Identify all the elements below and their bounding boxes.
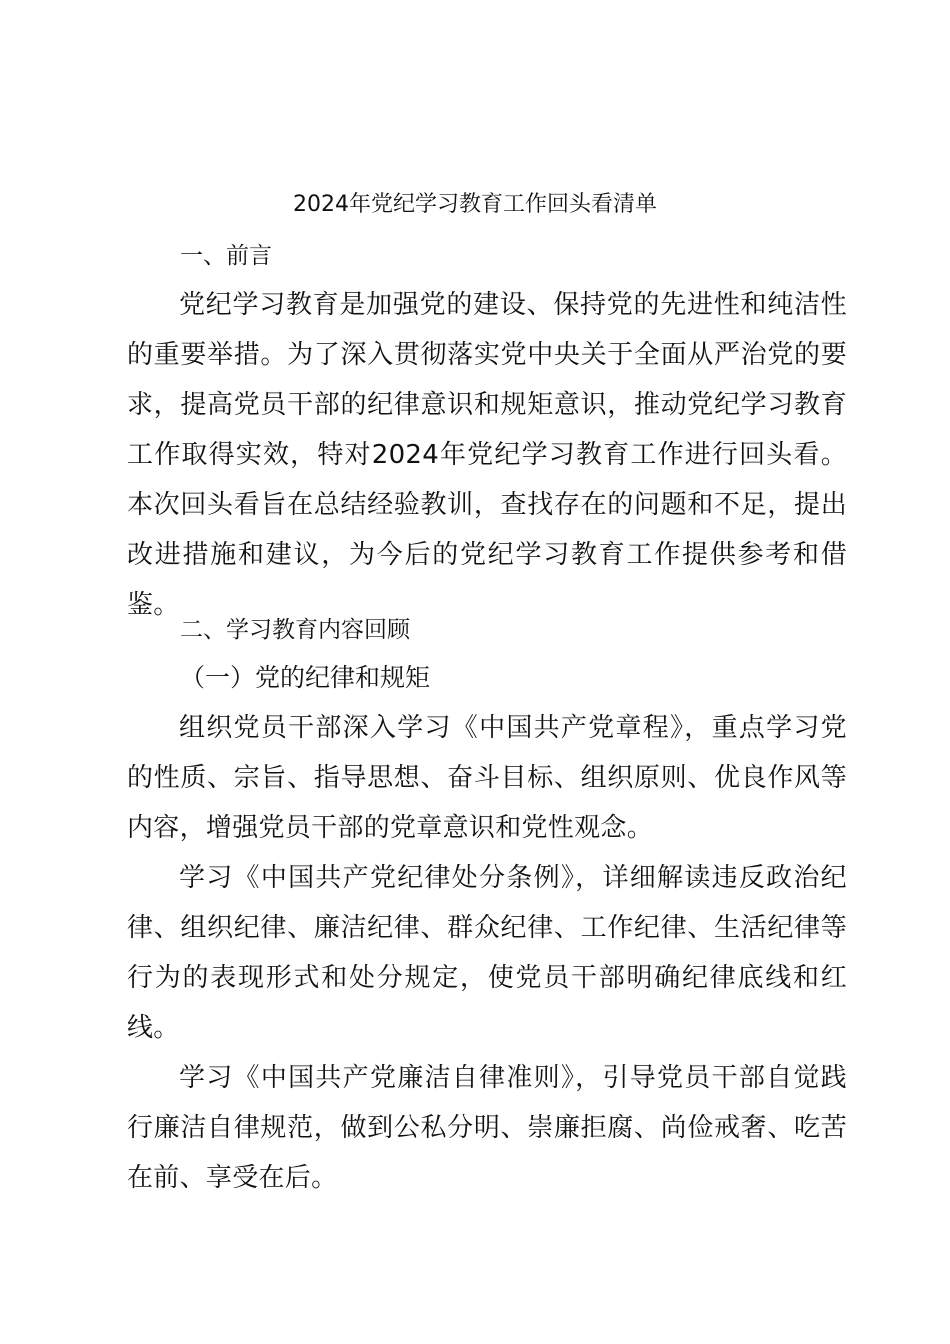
- body-paragraph: 组织党员干部深入学习《中国共产党章程》，重点学习党的性质、宗旨、指导思想、奋斗目标、组织原则、优良作风等内容，增强党员干部的党章意识和党性观念。: [127, 713, 847, 843]
- preface-paragraph: 党纪学习教育是加强党的建设、保持党的先进性和纯洁性的重要举措。为了深入贯彻落实党中央关于全面从严治党的要求，提高党员干部的纪律意识和规矩意识，推动党纪学习教育工作取得实效，特对2024年党纪学习教育工作进行回头看。本次回头看旨在总结经验教训，查找存在的问题和不足，提出改进措施和建议，为今后的党纪学习教育工作提供参考和借鉴。: [127, 290, 847, 620]
- discipline-body: [127, 703, 847, 1203]
- section-heading-preface: 一、前言: [180, 243, 272, 269]
- subsection-heading-discipline: （一）党的纪律和规矩: [180, 663, 431, 692]
- preface-body: [127, 280, 847, 630]
- section-heading-review: 二、学习教育内容回顾: [180, 617, 410, 643]
- body-paragraph: 学习《中国共产党廉洁自律准则》，引导党员干部自觉践行廉洁自律规范，做到公私分明、崇廉拒腐、尚俭戒奢、吃苦在前、享受在后。: [127, 1063, 847, 1193]
- body-paragraph: 学习《中国共产党纪律处分条例》，详细解读违反政治纪律、组织纪律、廉洁纪律、群众纪律、工作纪律、生活纪律等行为的表现形式和处分规定，使党员干部明确纪律底线和红线。: [127, 863, 847, 1043]
- document-title: 2024年党纪学习教育工作回头看清单: [293, 192, 657, 217]
